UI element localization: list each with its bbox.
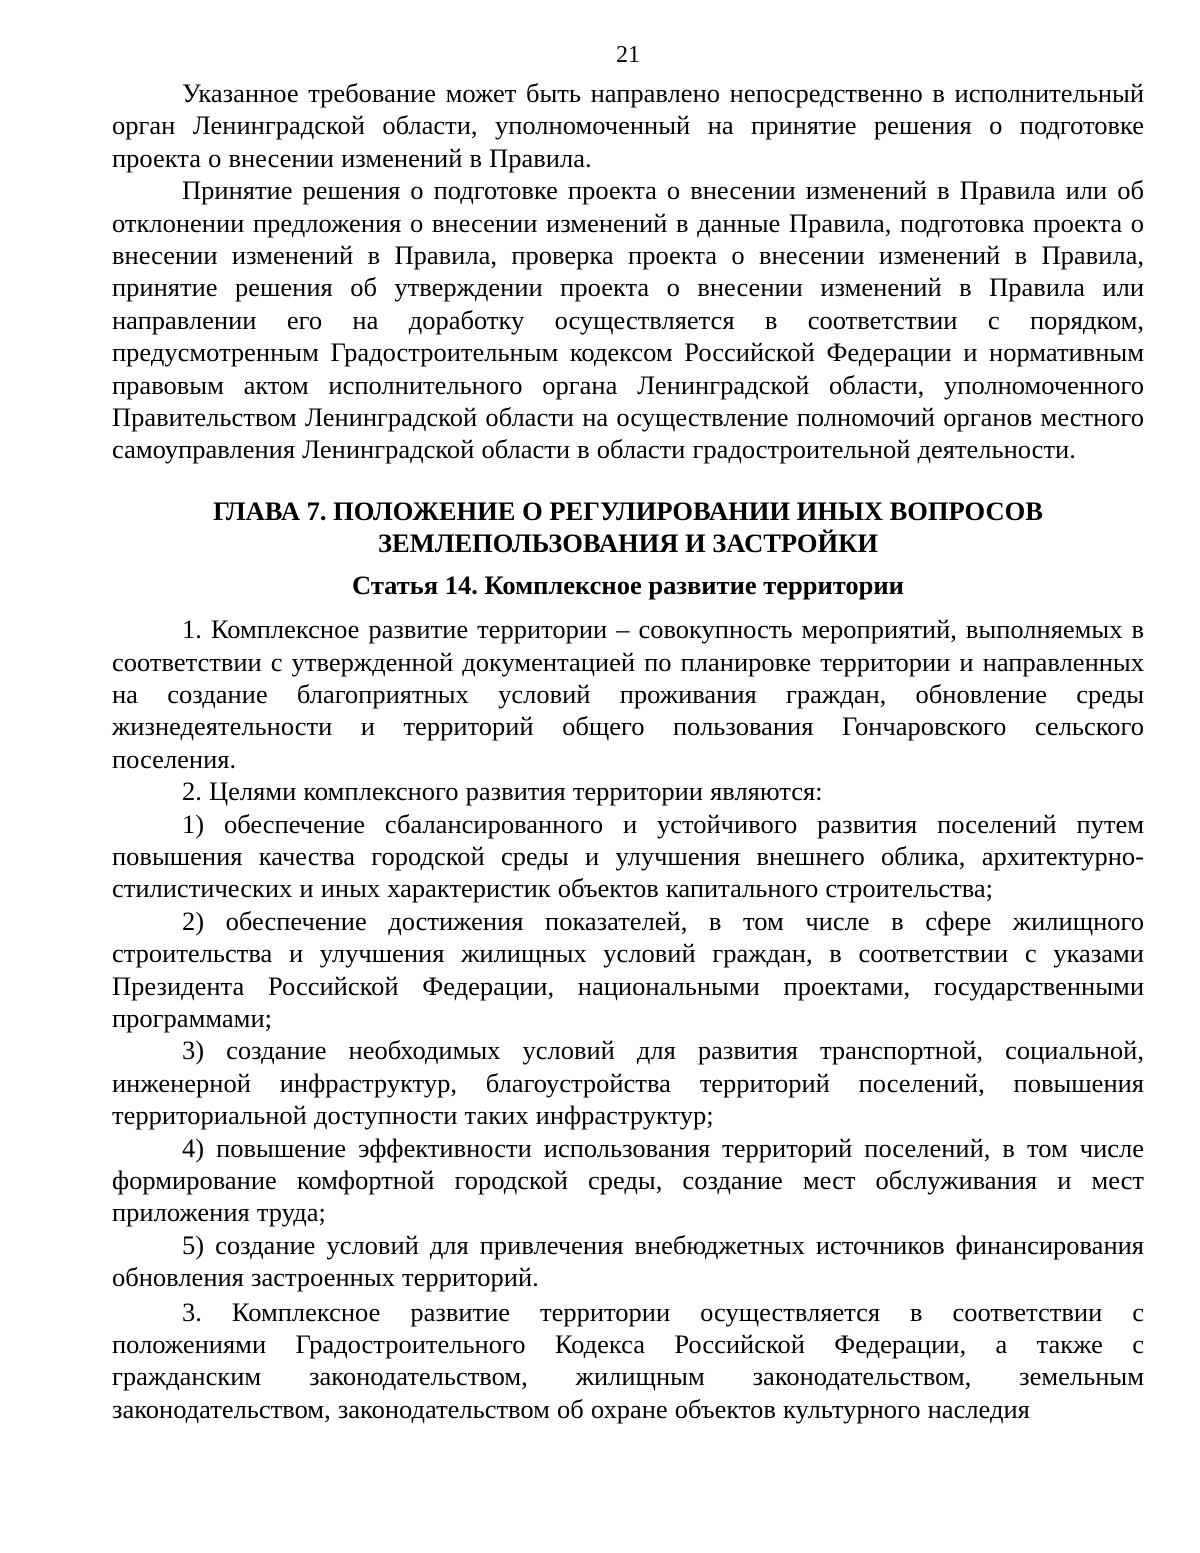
paragraph-goal-5: 5) создание условий для привлечения внебюджетных источников финансирования обновления застроенных территорий. xyxy=(112,1229,1144,1293)
paragraph-item-2-goals: 2. Целями комплексного развития территории являются: xyxy=(182,776,823,807)
page-number: 21 xyxy=(616,42,640,68)
paragraph-item-3-legal-basis: 3. Комплексное развитие территории осуществляется в соответствии с положениями Градостроительного Кодекса Российской Федерации, а также с гражданским законодательством, жилищным законодательством, земельным законодательством, законодательством об охране объектов культурного наследия xyxy=(112,1296,1144,1424)
chapter-title-line-2: ЗЕМЛЕПОЛЬЗОВАНИЯ И ЗАСТРОЙКИ xyxy=(378,528,878,559)
paragraph-goal-4: 4) повышение эффективности использования территорий поселений, в том числе формирование комфортной городской среды, создание мест обслуживания и мест приложения труда; xyxy=(112,1132,1144,1228)
chapter-title xyxy=(112,495,1144,560)
paragraph-item-1-definition: 1. Комплексное развитие территории – совокупность мероприятий, выполняемых в соответствии с утвержденной документацией по планировке территории и направленных на создание благоприятных условий проживания граждан, обновление среды жизнедеятельности и территорий общего пользования Гончаровского сельского поселения. xyxy=(112,614,1144,774)
paragraph-decision-procedure: Принятие решения о подготовке проекта о внесении изменений в Правила или об отклонении предложения о внесении изменений в данные Правила, подготовка проекта о внесении изменений в Правила, проверка проекта о внесении изменений в Правила, принятие решения об утверждении проекта о внесении изменений в Правила или направлении его на доработку осуществляется в соответствии с порядком, предусмотренным Градостроительным кодексом Российской Федерации и нормативным правовым актом исполнительного органа Ленинградской области, уполномоченного Правительством Ленинградской области на осуществление полномочий органов местного самоуправления Ленинградской области в области градостроительной деятельности. xyxy=(112,175,1144,465)
paragraph-goal-1: 1) обеспечение сбалансированного и устойчивого развития поселений путем повышения качества городской среды и улучшения внешнего облика, архитектурно-стилистических и иных характеристик объектов капитального строительства; xyxy=(112,808,1144,904)
article-title: Статья 14. Комплексное развитие территории xyxy=(352,569,904,600)
chapter-title-line-1: ГЛАВА 7. ПОЛОЖЕНИЕ О РЕГУЛИРОВАНИИ ИНЫХ ВОПРОСОВ xyxy=(213,495,1043,526)
paragraph-goal-2: 2) обеспечение достижения показателей, в том числе в сфере жилищного строительства и улучшения жилищных условий граждан, в соответствии с указами Президента Российской Федерации, национальными проектами, государственными программами; xyxy=(112,905,1144,1033)
paragraph-goal-3: 3) создание необходимых условий для развития транспортной, социальной, инженерной инфраструктур, благоустройства территорий поселений, повышения территориальной доступности таких инфраструктур; xyxy=(112,1035,1144,1131)
document-page xyxy=(112,0,1144,1425)
paragraph-requirement-direction: Указанное требование может быть направлено непосредственно в исполнительный орган Ленинградской области, уполномоченный на принятие решения о подготовке проекта о внесении изменений в Правила. xyxy=(112,78,1144,173)
